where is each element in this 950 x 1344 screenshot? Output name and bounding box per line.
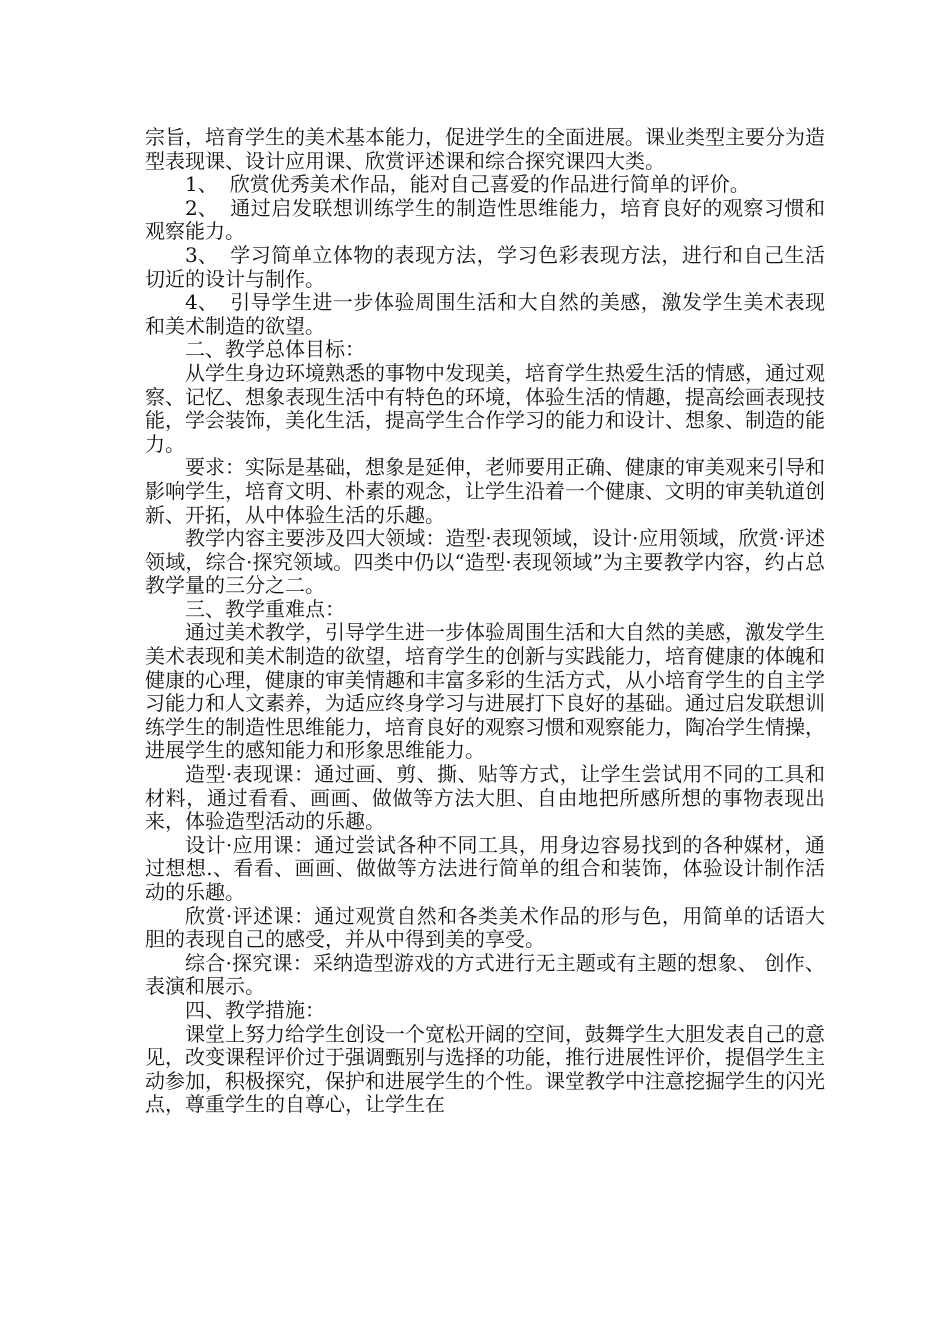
document-page: [145, 126, 825, 1117]
goal-item-1: [145, 173, 825, 197]
goal-item-2: [145, 197, 825, 244]
goal-item-3: [145, 244, 825, 291]
paragraph-modeling-lesson: 造型·表现课：通过画、剪、撕、贴等方式，让学生尝试用不同的工具和材料，通过看看、画画、做做等方法大胆、自由地把所感所想的事物表现出来，体验造型活动的乐趣。: [145, 762, 825, 834]
item-number: 4、: [185, 290, 218, 315]
paragraph-inquiry-lesson: 综合·探究课：采纳造型游戏的方式进行无主题或有主题的想象、 创作、表演和展示。: [145, 950, 825, 999]
item-text: 欣赏优秀美术作品，能对自己喜爱的作品进行简单的评价。: [229, 172, 750, 197]
paragraph-content-domains: 教学内容主要涉及四大领域：造型·表现领域，设计·应用领域，欣赏·评述领域，综合·探究领域。四类中仍以“造型·表现领域”为主要教学内容，约占总教学量的三分之二。: [145, 526, 825, 598]
paragraph-design-lesson: 设计·应用课：通过尝试各种不同工具，用身边容易找到的各种媒材，通过想想.、看看、画画、做做等方法进行简单的组合和装饰，体验设计制作活动的乐趣。: [145, 832, 825, 904]
section-heading-measures: 四、教学措施：: [185, 997, 325, 1022]
paragraph-key-points: 通过美术教学，引导学生进一步体验周围生活和大自然的美感，激发学生美术表现和美术制造的欲望，培育学生的创新与实践能力，培育健康的体魄和健康的心理，健康的审美情趣和丰富多彩的生活方式，从小培育学生的自主学习能力和人文素养，为适应终身学习与进展打下良好的基础。通过启发联想训练学生的制造性思维能力，培育良好的观察习惯和观察能力，陶冶学生情操，进展学生的感知能力和形象思维能力。: [145, 620, 825, 763]
paragraph-requirements: 要求：实际是基础，想象是延伸，老师要用正确、健康的审美观来引导和影响学生，培育文明、朴素的观念，让学生沿着一个健康、文明的审美轨道创新、开拓，从中体验生活的乐趣。: [145, 455, 825, 527]
paragraph-overall-goals: 从学生身边环境熟悉的事物中发现美，培育学生热爱生活的情感，通过观察、记忆、想象表现生活中有特色的环境，体验生活的情趣，提高绘画表现技能，学会装饰，美化生活，提高学生合作学习的能力和设计、想象、制造的能力。: [145, 360, 825, 456]
paragraph-measures: 课堂上努力给学生创设一个宽松开阔的空间，鼓舞学生大胆发表自己的意见，改变课程评价过于强调甄别与选择的功能，推行进展性评价，提倡学生主动参加，积极探究，保护和进展学生的个性。课堂教学中注意挖掘学生的闪光点，尊重学生的自尊心，让学生在: [145, 1021, 825, 1117]
item-text: 引导学生进一步体验周围生活和大自然的美感，激发学生美术表现和美术制造的欲望。: [145, 290, 825, 338]
item-number: 2、: [185, 195, 218, 220]
item-number: 3、: [185, 242, 218, 267]
item-number: 1、: [185, 172, 218, 197]
paragraph-intro: 宗旨，培育学生的美术基本能力，促进学生的全面进展。课业类型主要分为造型表现课、设计应用课、欣赏评述课和综合探究课四大类。: [145, 125, 825, 173]
item-text: 通过启发联想训练学生的制造性思维能力，培育良好的观察习惯和观察能力。: [145, 195, 825, 244]
goal-item-4: [145, 291, 825, 338]
paragraph-appreciation-lesson: 欣赏·评述课：通过观赏自然和各类美术作品的形与色，用简单的话语大胆的表现自己的感受，并从中得到美的享受。: [145, 903, 825, 952]
item-text: 学习简单立体物的表现方法，学习色彩表现方法，进行和自己生活切近的设计与制作。: [145, 242, 825, 291]
section-heading-key-points: 三、教学重难点：: [185, 596, 345, 621]
section-heading-overall-goals: 二、教学总体目标：: [185, 337, 365, 362]
